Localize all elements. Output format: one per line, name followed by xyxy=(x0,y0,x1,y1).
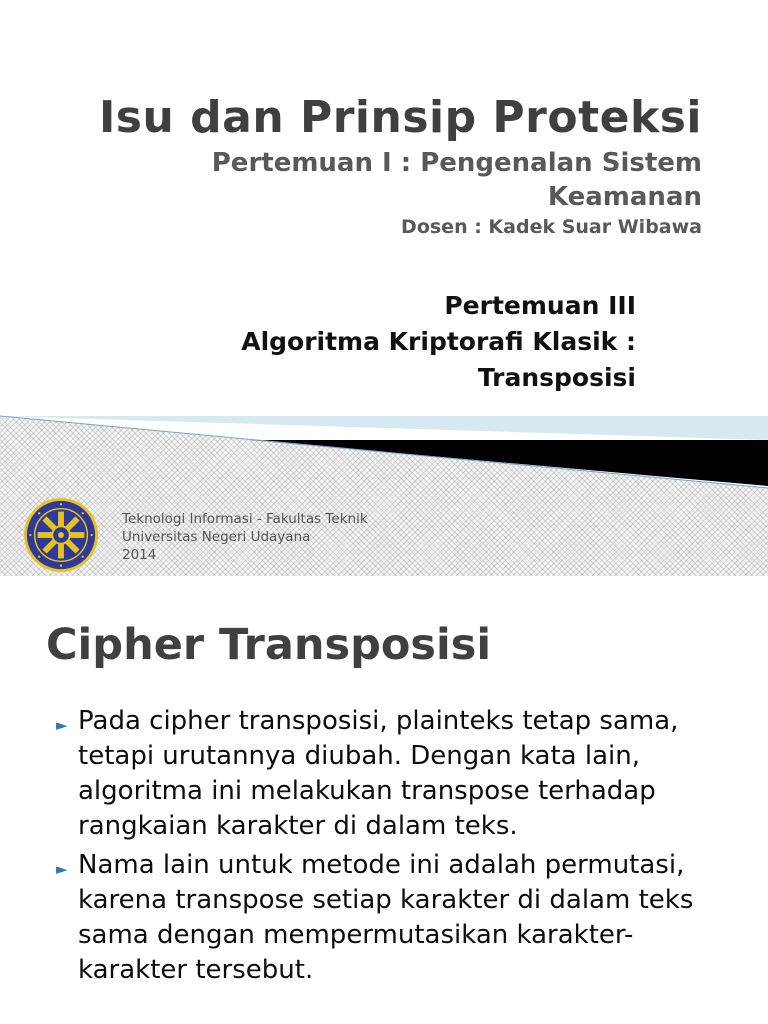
institution-faculty: Teknologi Informasi - Fakultas Teknik xyxy=(122,511,368,527)
slide-title: Cipher Transposisi xyxy=(46,620,492,670)
presentation-title: Isu dan Prinsip Proteksi xyxy=(98,92,702,143)
meeting-topic: Algoritma Kriptorafi Klasik : Transposisi xyxy=(241,327,636,392)
content-slide xyxy=(0,596,768,1024)
institution-year: 2014 xyxy=(122,547,157,563)
university-seal-icon xyxy=(22,496,100,574)
triangle-bullet-icon: ► xyxy=(56,860,68,878)
bullet-item xyxy=(56,848,736,988)
bullet-list xyxy=(56,704,736,992)
bullet-item xyxy=(56,704,736,844)
triangle-bullet-icon: ► xyxy=(56,716,68,734)
bullet-text: Pada cipher transposisi, plainteks tetap sama, tetapi urutannya diubah. Dengan kata lain, algoritma ini melakukan transpose terhadap rangkaian karakter di dalam teks. xyxy=(78,706,679,841)
institution-university: Universitas Negeri Udayana xyxy=(122,529,311,545)
presentation-subtitle: Pertemuan I : Pengenalan Sistem Keamanan xyxy=(211,148,702,212)
decorative-bands xyxy=(0,400,768,510)
light-blue-band xyxy=(0,416,768,440)
institution-info xyxy=(122,510,368,564)
lecturer-name: Dosen : Kadek Suar Wibawa xyxy=(401,216,702,238)
meeting-number: Pertemuan III xyxy=(444,291,636,320)
meeting-block xyxy=(116,288,636,396)
bullet-text: Nama lain untuk metode ini adalah permutasi, karena transpose setiap karakter di dalam teks sama dengan mempermutasikan karakter-karakter tersebut. xyxy=(78,850,694,985)
